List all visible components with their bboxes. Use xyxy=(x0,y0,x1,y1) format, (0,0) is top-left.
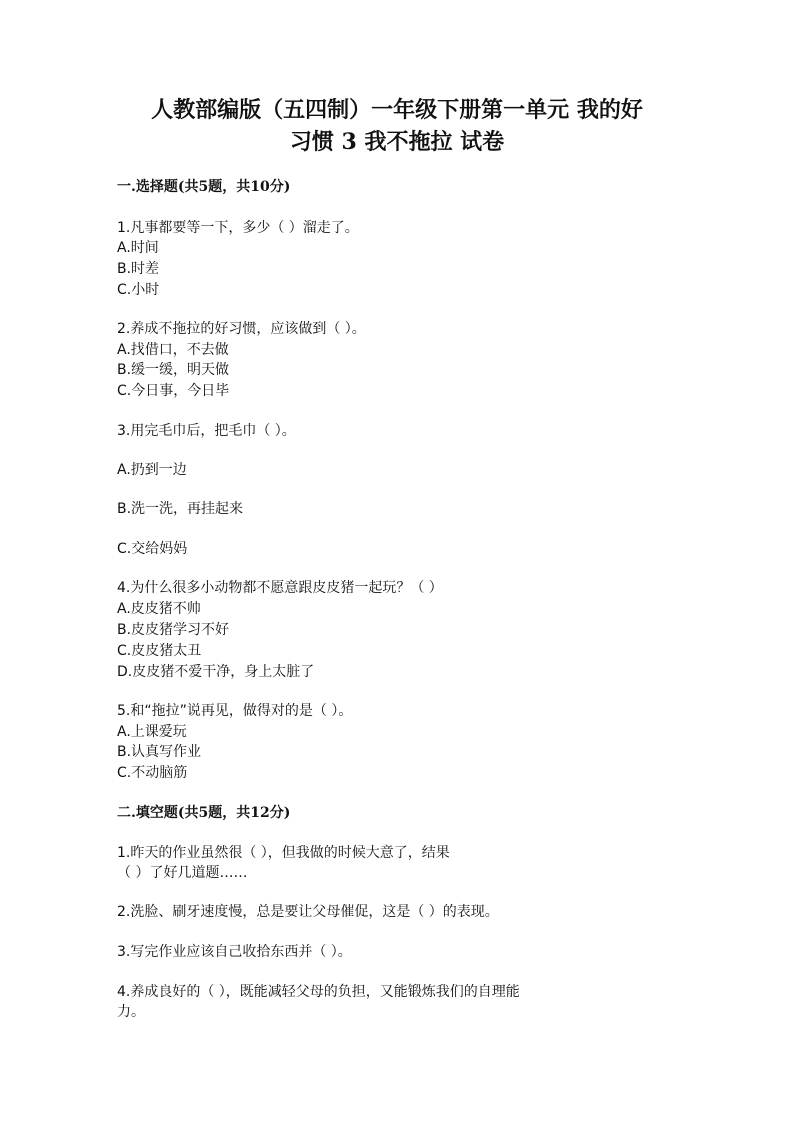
answer-option: D.皮皮猪不爱干净，身上太脏了 xyxy=(117,664,315,680)
answer-option: A.皮皮猪不帅 xyxy=(117,601,201,617)
answer-option: A.找借口，不去做 xyxy=(117,342,229,358)
section-heading-choice: 一.选择题(共5题，共10分) xyxy=(117,179,291,195)
answer-option: B.时差 xyxy=(117,261,160,277)
answer-option: B.皮皮猪学习不好 xyxy=(117,622,230,638)
page-title-line-2: 习惯 3 我不拖拉 试卷 xyxy=(289,129,505,155)
answer-option: C.不动脑筋 xyxy=(117,765,188,781)
question-stem: 1.凡事都要等一下，多少（ ）溜走了。 xyxy=(117,220,359,236)
fill-question-line: 2.洗脸、刷牙速度慢，总是要让父母催促，这是（ ）的表现。 xyxy=(117,904,499,920)
fill-question-line: 1.昨天的作业虽然很（ ），但我做的时候大意了，结果 xyxy=(117,845,450,861)
answer-option: C.小时 xyxy=(117,282,160,298)
answer-option: C.皮皮猪太丑 xyxy=(117,643,202,659)
answer-option: B.认真写作业 xyxy=(117,744,202,760)
fill-question-line: 力。 xyxy=(117,1004,145,1020)
page-title-line-1: 人教部编版（五四制）一年级下册第一单元 我的好 xyxy=(151,97,643,123)
question-stem: 2.养成不拖拉的好习惯，应该做到（ ）。 xyxy=(117,321,366,337)
fill-question-line: （ ）了好几道题…… xyxy=(117,865,248,881)
answer-option: C.交给妈妈 xyxy=(117,541,188,557)
fill-question-line: 3.写完作业应该自己收拾东西并（ ）。 xyxy=(117,944,352,960)
fill-question-line: 4.养成良好的（ ），既能减轻父母的负担，又能锻炼我们的自理能 xyxy=(117,984,520,1000)
answer-option: A.时间 xyxy=(117,240,159,256)
answer-option: A.扔到一边 xyxy=(117,462,187,478)
answer-option: B.缓一缓，明天做 xyxy=(117,362,230,378)
answer-option: C.今日事，今日毕 xyxy=(117,383,230,399)
answer-option: B.洗一洗，再挂起来 xyxy=(117,501,244,517)
question-stem: 3.用完毛巾后，把毛巾（ ）。 xyxy=(117,423,296,439)
answer-option: A.上课爱玩 xyxy=(117,724,187,740)
question-stem: 5.和“拖拉”说再见，做得对的是（ ）。 xyxy=(117,703,353,719)
section-heading-fill: 二.填空题(共5题，共12分) xyxy=(117,805,291,821)
question-stem: 4.为什么很多小动物都不愿意跟皮皮猪一起玩？（ ） xyxy=(117,580,443,596)
